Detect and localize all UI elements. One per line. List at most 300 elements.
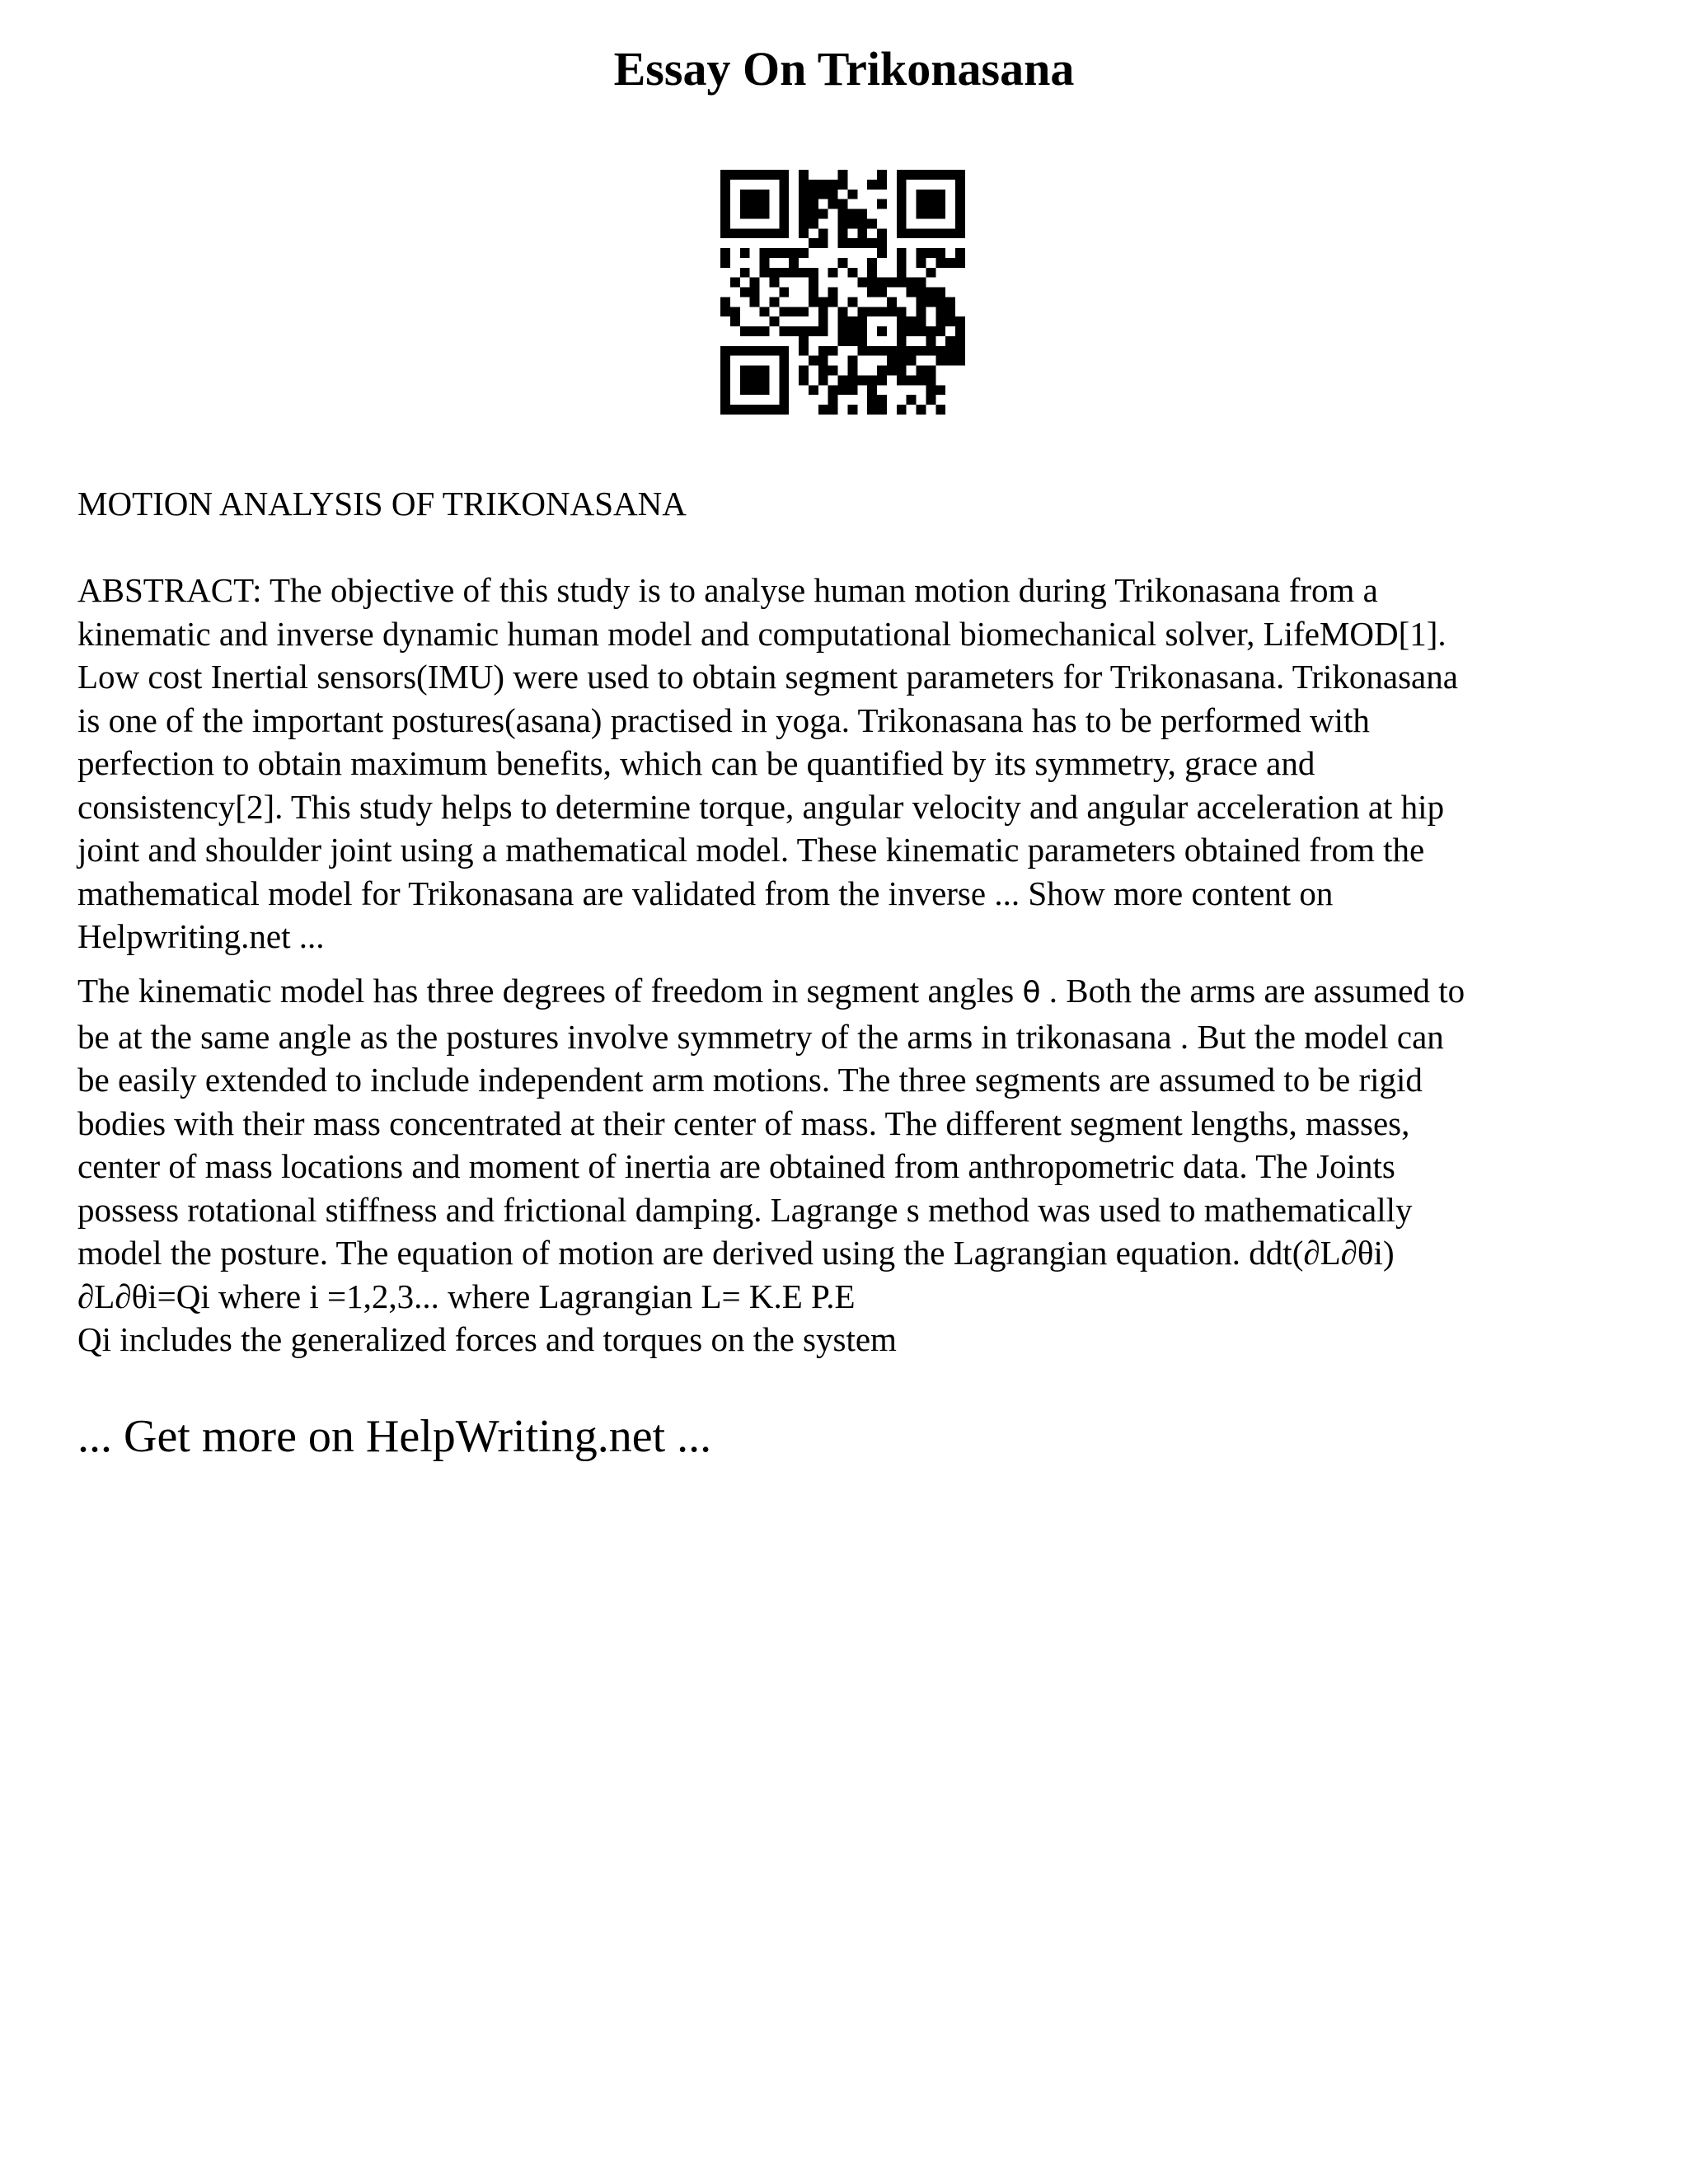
qr-module (877, 228, 887, 238)
qr-module (720, 405, 730, 415)
qr-module (760, 209, 770, 219)
qr-module (897, 366, 907, 376)
qr-module (799, 336, 809, 346)
qr-module (926, 346, 935, 356)
qr-module (897, 336, 907, 346)
qr-module (789, 258, 799, 268)
qr-module (867, 405, 877, 415)
model-paragraph (77, 969, 1643, 1361)
qr-module (877, 170, 887, 180)
qr-module (907, 346, 917, 356)
qr-module (730, 346, 740, 356)
qr-module (779, 385, 789, 395)
model-line: ∂L∂θi=Qi where i =1,2,3... where Lagrangian L= K.E P.E (77, 1277, 856, 1315)
abstract-line: Low cost Inertial sensors(IMU) were used to obtain segment parameters for Trikonasana. Trikonasana (77, 658, 1458, 696)
qr-module (720, 209, 730, 219)
qr-module (740, 326, 750, 336)
qr-module (887, 307, 897, 316)
qr-module (867, 375, 877, 385)
qr-module (887, 278, 897, 288)
qr-module (720, 307, 730, 316)
qr-module (779, 190, 789, 199)
qr-module (779, 366, 789, 376)
qr-module (779, 405, 789, 415)
qr-module (799, 170, 809, 180)
qr-module (887, 346, 897, 356)
qr-module (857, 346, 867, 356)
qr-module (897, 248, 907, 258)
qr-module (720, 297, 730, 307)
qr-module (917, 170, 926, 180)
qr-module (847, 405, 857, 415)
qr-module (750, 385, 760, 395)
qr-module (945, 297, 955, 307)
qr-module (907, 170, 917, 180)
model-line: be at the same angle as the postures involve symmetry of the arms in trikonasana . But the model can (77, 1017, 1444, 1056)
qr-module (828, 405, 838, 415)
qr-module (769, 297, 779, 307)
qr-module (838, 209, 848, 219)
model-line (77, 969, 1643, 1015)
qr-module (799, 248, 809, 258)
qr-module (877, 395, 887, 405)
qr-module (818, 316, 828, 326)
qr-module (857, 278, 867, 288)
qr-module (926, 366, 935, 376)
qr-module (847, 385, 857, 395)
qr-module (945, 170, 955, 180)
qr-module (720, 248, 730, 258)
qr-module (847, 218, 857, 228)
qr-module (935, 258, 945, 268)
qr-module (720, 385, 730, 395)
qr-module (760, 326, 770, 336)
qr-module (907, 395, 917, 405)
qr-module (818, 180, 828, 190)
model-line: possess rotational stiffness and frictional damping. Lagrange s method was used to mathematically (77, 1190, 1413, 1229)
abstract-line: is one of the important postures(asana) practised in yoga. Trikonasana has to be performed with (77, 701, 1370, 739)
qr-module (750, 375, 760, 385)
qr-module (935, 297, 945, 307)
qr-module (857, 228, 867, 238)
qr-module (857, 316, 867, 326)
qr-module (760, 258, 770, 268)
qr-module (818, 346, 828, 356)
qr-module (789, 248, 799, 258)
qr-module (857, 218, 867, 228)
qr-module (877, 346, 887, 356)
qr-module (750, 297, 760, 307)
qr-module (887, 356, 897, 366)
qr-module (897, 278, 907, 288)
qr-module (917, 288, 926, 298)
qr-module (818, 375, 828, 385)
qr-module (779, 199, 789, 209)
qr-module (867, 238, 877, 248)
qr-module (907, 288, 917, 298)
qr-module (730, 228, 740, 238)
get-more-link-text[interactable]: ... Get more on HelpWriting.net ... (77, 1411, 712, 1462)
qr-module (760, 366, 770, 376)
qr-module (750, 288, 760, 298)
qr-module (809, 385, 818, 395)
qr-module (926, 297, 935, 307)
qr-module (907, 228, 917, 238)
qr-module (828, 268, 838, 278)
qr-module (740, 248, 750, 258)
model-line-tail: . Both the arms are assumed to (1048, 972, 1465, 1010)
theta-symbol: θ (1022, 976, 1041, 1010)
qr-module (877, 278, 887, 288)
qr-module (799, 209, 809, 219)
qr-module (867, 385, 877, 395)
qr-module (809, 278, 818, 288)
qr-module (907, 375, 917, 385)
qr-module (857, 307, 867, 316)
qr-module (720, 366, 730, 376)
qr-module (769, 268, 779, 278)
qr-module (926, 170, 935, 180)
qr-module (867, 180, 877, 190)
qr-module (867, 268, 877, 278)
qr-module (847, 268, 857, 278)
qr-code-graphic (720, 170, 965, 415)
qr-module (897, 199, 907, 209)
qr-module (720, 170, 730, 180)
qr-module (799, 326, 809, 336)
qr-module (799, 228, 809, 238)
qr-module (935, 190, 945, 199)
qr-module (917, 190, 926, 199)
qr-module (760, 385, 770, 395)
qr-module (907, 326, 917, 336)
qr-module (750, 326, 760, 336)
qr-module (857, 375, 867, 385)
qr-module (809, 356, 818, 366)
qr-module (955, 190, 965, 199)
qr-module (926, 190, 935, 199)
qr-module (926, 336, 935, 346)
qr-module (907, 278, 917, 288)
qr-module (818, 356, 828, 366)
abstract-line: mathematical model for Trikonasana are validated from the inverse ... Show more content on (77, 874, 1334, 912)
qr-module (847, 336, 857, 346)
qr-module (917, 209, 926, 219)
model-line: Qi includes the generalized forces and torques on the system (77, 1320, 897, 1358)
qr-module (897, 356, 907, 366)
qr-module (828, 366, 838, 376)
qr-module (935, 326, 945, 336)
qr-module (897, 218, 907, 228)
qr-module (740, 209, 750, 219)
qr-module (818, 405, 828, 415)
qr-module (838, 336, 848, 346)
qr-module (955, 199, 965, 209)
qr-module (809, 268, 818, 278)
qr-module (935, 316, 945, 326)
qr-module (955, 218, 965, 228)
qr-module (828, 346, 838, 356)
qr-module (955, 248, 965, 258)
qr-module (789, 268, 799, 278)
qr-module (779, 356, 789, 366)
qr-module (750, 209, 760, 219)
qr-module (955, 258, 965, 268)
qr-module (838, 385, 848, 395)
qr-module (955, 336, 965, 346)
qr-module (779, 375, 789, 385)
qr-module (769, 278, 779, 288)
qr-module (760, 405, 770, 415)
qr-module (935, 307, 945, 316)
qr-module (799, 190, 809, 199)
qr-module (730, 278, 740, 288)
qr-module (828, 180, 838, 190)
qr-module (935, 248, 945, 258)
qr-module (877, 366, 887, 376)
qr-module (857, 238, 867, 248)
qr-module (935, 288, 945, 298)
qr-module (828, 199, 838, 209)
qr-module (877, 307, 887, 316)
qr-module (799, 199, 809, 209)
qr-module (926, 228, 935, 238)
qr-module (917, 375, 926, 385)
qr-module (935, 209, 945, 219)
qr-module (847, 297, 857, 307)
qr-module (907, 356, 917, 366)
qr-module (799, 366, 809, 376)
qr-module (740, 288, 750, 298)
qr-module (867, 307, 877, 316)
qr-module (897, 405, 907, 415)
qr-module (769, 228, 779, 238)
qr-module (720, 346, 730, 356)
qr-module (897, 375, 907, 385)
qr-module (818, 228, 828, 238)
qr-module (730, 405, 740, 415)
qr-module (769, 405, 779, 415)
model-line: model the posture. The equation of motion are derived using the Lagrangian equation. ddt(∂L∂θi) (77, 1234, 1395, 1272)
qr-module (730, 307, 740, 316)
qr-module (799, 346, 809, 356)
qr-module (720, 190, 730, 199)
abstract-line: kinematic and inverse dynamic human model and computational biomechanical solver, LifeMOD[1]. (77, 614, 1447, 653)
qr-module (857, 209, 867, 219)
qr-module (887, 297, 897, 307)
qr-module (867, 218, 877, 228)
qr-module (740, 366, 750, 376)
qr-module (809, 218, 818, 228)
qr-module (877, 405, 887, 415)
qr-module (750, 366, 760, 376)
qr-module (935, 385, 945, 395)
qr-module (867, 346, 877, 356)
qr-module (955, 346, 965, 356)
qr-module (809, 326, 818, 336)
qr-module (955, 180, 965, 190)
qr-module (809, 209, 818, 219)
qr-module (897, 190, 907, 199)
qr-module (838, 170, 848, 180)
qr-module (945, 307, 955, 316)
qr-module (935, 170, 945, 180)
qr-module (789, 307, 799, 316)
qr-module (760, 268, 770, 278)
qr-code-icon (720, 170, 965, 415)
qr-module (838, 180, 848, 190)
qr-module (838, 258, 848, 268)
qr-module (779, 288, 789, 298)
qr-module (847, 375, 857, 385)
qr-module (760, 199, 770, 209)
qr-module (847, 316, 857, 326)
abstract-line: perfection to obtain maximum benefits, which can be quantified by its symmetry, grace and (77, 744, 1315, 782)
qr-module (847, 238, 857, 248)
section-heading: MOTION ANALYSIS OF TRIKONASANA (77, 485, 687, 523)
qr-module (769, 346, 779, 356)
qr-module (720, 395, 730, 405)
qr-module (935, 405, 945, 415)
qr-module (867, 278, 877, 288)
model-line: bodies with their mass concentrated at their center of mass. The different segment lengths, masses, (77, 1104, 1410, 1142)
model-line: center of mass locations and moment of inertia are obtained from anthropometric data. The Joints (77, 1147, 1395, 1185)
qr-module (789, 326, 799, 336)
model-line: be easily extended to include independent arm motions. The three segments are assumed to be rigid (77, 1061, 1423, 1099)
qr-module (935, 199, 945, 209)
qr-module (838, 307, 848, 316)
qr-module (926, 395, 935, 405)
qr-module (917, 278, 926, 288)
qr-module (877, 288, 887, 298)
qr-module (760, 248, 770, 258)
qr-module (926, 385, 935, 395)
qr-module (877, 180, 887, 190)
qr-module (945, 346, 955, 356)
qr-module (769, 170, 779, 180)
qr-module (750, 170, 760, 180)
qr-module (809, 180, 818, 190)
qr-module (779, 209, 789, 219)
qr-module (955, 228, 965, 238)
qr-module (750, 190, 760, 199)
qr-module (917, 346, 926, 356)
qr-module (897, 268, 907, 278)
qr-module (809, 238, 818, 248)
qr-module (955, 170, 965, 180)
qr-module (935, 228, 945, 238)
qr-module (809, 297, 818, 307)
qr-module (838, 316, 848, 326)
qr-module (897, 346, 907, 356)
qr-module (955, 326, 965, 336)
qr-module (779, 326, 789, 336)
qr-module (917, 297, 926, 307)
qr-module (955, 356, 965, 366)
qr-module (750, 228, 760, 238)
qr-module (818, 326, 828, 336)
qr-module (838, 228, 848, 238)
qr-module (809, 199, 818, 209)
qr-module (740, 190, 750, 199)
qr-module (828, 297, 838, 307)
qr-module (877, 238, 887, 248)
qr-module (917, 258, 926, 268)
qr-module (897, 258, 907, 268)
qr-module (720, 258, 730, 268)
qr-module (857, 336, 867, 346)
qr-module (917, 307, 926, 316)
qr-module (847, 356, 857, 366)
qr-module (779, 218, 789, 228)
qr-module (838, 326, 848, 336)
qr-module (760, 346, 770, 356)
qr-module (917, 326, 926, 336)
qr-module (838, 375, 848, 385)
qr-module (720, 180, 730, 190)
qr-module (769, 248, 779, 258)
qr-module (779, 170, 789, 180)
qr-module (926, 209, 935, 219)
qr-module (917, 405, 926, 415)
qr-module (917, 248, 926, 258)
qr-module (847, 209, 857, 219)
qr-module (847, 366, 857, 376)
qr-module (955, 316, 965, 326)
abstract-line: joint and shoulder joint using a mathematical model. These kinematic parameters obtained from the (77, 831, 1425, 869)
qr-module (720, 218, 730, 228)
qr-module (740, 268, 750, 278)
qr-module (897, 228, 907, 238)
qr-module (779, 307, 789, 316)
qr-module (760, 228, 770, 238)
qr-module (750, 199, 760, 209)
qr-module (877, 326, 887, 336)
qr-module (799, 268, 809, 278)
qr-module (945, 356, 955, 366)
qr-module (799, 180, 809, 190)
qr-module (799, 375, 809, 385)
qr-module (740, 170, 750, 180)
qr-module (779, 180, 789, 190)
qr-module (955, 209, 965, 219)
qr-module (769, 316, 779, 326)
get-more-link[interactable] (77, 1405, 711, 1468)
qr-module (720, 356, 730, 366)
qr-module (847, 190, 857, 199)
qr-module (750, 405, 760, 415)
qr-module (760, 307, 770, 316)
qr-module (828, 395, 838, 405)
qr-module (897, 316, 907, 326)
qr-module (838, 238, 848, 248)
qr-module (730, 316, 740, 326)
qr-module (926, 326, 935, 336)
qr-module (897, 307, 907, 316)
qr-module (897, 209, 907, 219)
qr-module (740, 228, 750, 238)
qr-module (857, 326, 867, 336)
qr-module (917, 316, 926, 326)
qr-module (760, 190, 770, 199)
qr-module (818, 238, 828, 248)
qr-module (740, 346, 750, 356)
qr-module (897, 170, 907, 180)
qr-module (945, 258, 955, 268)
qr-module (926, 248, 935, 258)
qr-module (926, 288, 935, 298)
qr-module (877, 199, 887, 209)
